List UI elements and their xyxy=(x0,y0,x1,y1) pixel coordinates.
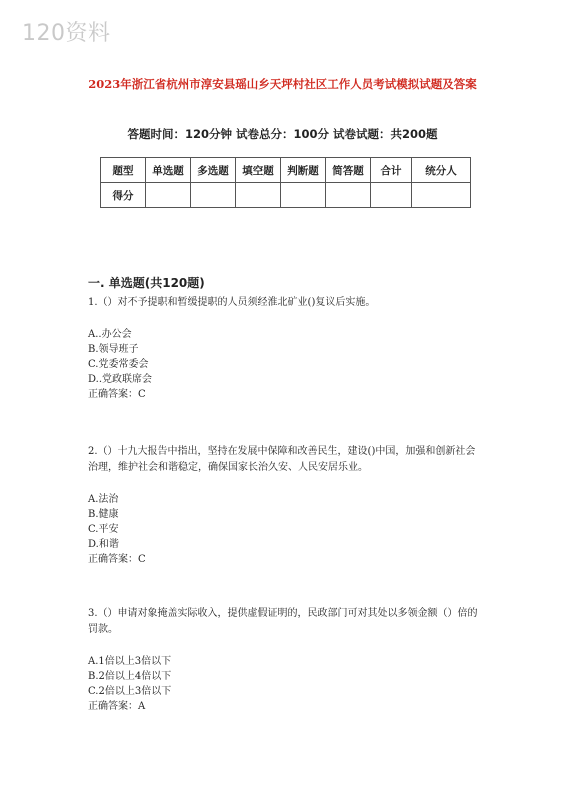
option-b: B.领导班子 xyxy=(88,344,139,355)
score-cell-fill-blank xyxy=(236,183,281,208)
header-cell-true-false: 判断题 xyxy=(281,158,326,183)
option-b: B.健康 xyxy=(88,509,119,520)
score-cell-multi-choice xyxy=(191,183,236,208)
row-label-score: 得分 xyxy=(101,183,146,208)
question-2 xyxy=(88,444,478,567)
correct-answer: 正确答案：A xyxy=(88,701,146,712)
option-b: B.2倍以上4倍以下 xyxy=(88,671,172,682)
header-cell-fill-blank: 填空题 xyxy=(236,158,281,183)
question-options xyxy=(88,492,478,552)
question-text: 2.（）十九大报告中指出，坚持在发展中保障和改善民生，建设()中国，加强和创新社会治理，维护社会和谐稳定，确保国家长治久安、人民安居乐业。 xyxy=(88,446,476,473)
score-cell-total xyxy=(371,183,412,208)
header-cell-scorer: 统分人 xyxy=(412,158,471,183)
question-options xyxy=(88,327,478,387)
option-a: A.1倍以上3倍以下 xyxy=(88,656,172,667)
option-c: C.平安 xyxy=(88,524,119,535)
option-a: A.法治 xyxy=(88,494,119,505)
score-table xyxy=(100,157,471,208)
score-cell-scorer xyxy=(412,183,471,208)
option-c: C.2倍以上3倍以下 xyxy=(88,686,172,697)
question-text: 1.（）对不予提职和暂缓提职的人员须经淮北矿业()复议后实施。 xyxy=(88,297,376,308)
document-title: 2023年浙江省杭州市淳安县瑶山乡天坪村社区工作人员考试模拟试题及答案 xyxy=(88,77,477,91)
correct-answer: 正确答案：C xyxy=(88,554,146,565)
question-1 xyxy=(88,295,478,402)
header-cell-single-choice: 单选题 xyxy=(146,158,191,183)
score-cell-short-answer xyxy=(326,183,371,208)
correct-answer: 正确答案：C xyxy=(88,389,146,400)
question-text: 3.（）申请对象掩盖实际收入，提供虚假证明的，民政部门可对其处以多领金额（）倍的罚款。 xyxy=(88,608,478,635)
exam-info: 答题时间：120分钟 试卷总分：100分 试卷试题：共200题 xyxy=(127,127,438,141)
header-cell-type: 题型 xyxy=(101,158,146,183)
section-title: 一. 单选题(共120题) xyxy=(88,276,205,290)
option-c: C.党委常委会 xyxy=(88,359,149,370)
option-d: D..党政联席会 xyxy=(88,374,153,385)
score-table-header-row xyxy=(101,158,471,183)
header-cell-multi-choice: 多选题 xyxy=(191,158,236,183)
score-cell-single-choice xyxy=(146,183,191,208)
option-d: D.和谐 xyxy=(88,539,119,550)
option-a: A..办公会 xyxy=(88,329,132,340)
header-cell-total: 合计 xyxy=(371,158,412,183)
score-table-score-row xyxy=(101,183,471,208)
score-cell-true-false xyxy=(281,183,326,208)
question-options xyxy=(88,654,478,699)
header-cell-short-answer: 简答题 xyxy=(326,158,371,183)
watermark-logo: 120资料 xyxy=(22,21,111,46)
question-3 xyxy=(88,606,478,714)
